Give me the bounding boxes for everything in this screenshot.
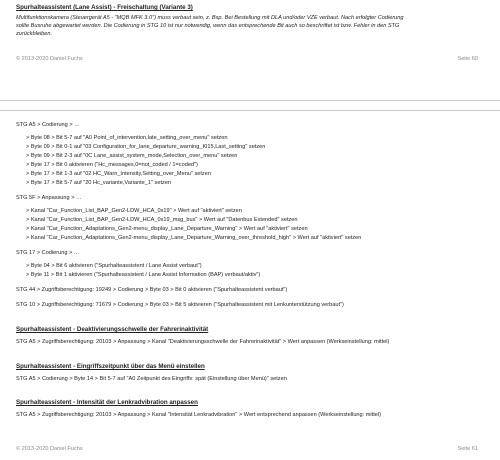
- section-heading-vibration-intensity: Spurhalteassistent - Intensität der Lenkradvibration anpassen: [16, 399, 198, 406]
- stg-a5-intervention-line: STG A5 > Codierung > Byte 14 > Bit 5-7 auf "A0 Zeitpunkt des Eingriffs: spät (Einstellung über Menü)" setzen: [16, 376, 287, 382]
- stg-a5-coding-line: STG A5 > Codierung > …: [16, 122, 80, 128]
- footer-page-number: Seite 61: [457, 446, 478, 452]
- stg-a5-inactivity-line: STG A5 > Zugriffsberechtigung: 20103 > Anpassung > Kanal "Deaktivierungsschwelle der Fahrerinaktivität" > Wert anpassen (Werkseinstellung: mittel): [16, 339, 390, 345]
- intro-line-2: sollte Busruhe abgewartet werden. Die Codierung in STG 10 ist nur notwendig, wenn das entsprechende Bit auch so beschriftet ist bzw. Fehler in den STG: [16, 23, 400, 29]
- stg-5f-adaptation-line: STG 5F > Anpassung > …: [16, 195, 82, 201]
- instruction-line: > Byte 09 > Bit 2-3 auf "0C Lane_assist_system_mode,Selection_over_menu" setzen: [26, 153, 238, 159]
- footer-copyright: © 2013-2020 Daniel Fuchs: [16, 56, 83, 62]
- instruction-line: > Kanal "Car_Function_Adaptations_Gen2-menu_display_Lane_Departure_Warning_over_threshold_high" > Wert auf "aktiviert" setzen: [26, 235, 362, 241]
- instruction-line: > Byte 17 > Bit 5-7 auf "20 Hc_variante,Variante_1" setzen: [26, 180, 172, 186]
- instruction-line: > Byte 04 > Bit 6 aktivieren ("Spurhalteassistent / Lane Assist verbaut"): [26, 263, 202, 269]
- stg-a5-vibration-line: STG A5 > Zugriffsberechtigung: 20103 > Anpassung > Kanal "Intensität Lenkradvibration" > Wert entsprechend anpassen (Werkseinstellung: mittel): [16, 412, 381, 418]
- instruction-line: > Kanal "Car_Function_List_BAP_Gen2-LDW_HCA_0x19_msg_bus" > Wert auf "Datenbus Extended" setzen: [26, 217, 298, 223]
- section-heading-intervention-time: Spurhalteassistent - Eingriffszeitpunkt über das Menü einstellen: [16, 363, 205, 370]
- instruction-line: > Kanal "Car_Function_Adaptations_Gen2-menu_display_Lane_Departure_Warning" > Wert auf "aktiviert" setzen: [26, 226, 308, 232]
- stg-44-line: STG 44 > Zugriffsberechtigung: 19249 > Codierung > Byte 03 > Bit 0 aktivieren ("Spurhalteassistent verbaut"): [16, 287, 288, 293]
- instruction-line: > Byte 08 > Bit 5-7 auf "A0 Point_of_intervention,late_setting_over_menu" setzen: [26, 135, 228, 141]
- section-heading-lane-assist-v3: Spurhalteassistent (Lane Assist) - Freischaltung (Variante 3): [16, 4, 193, 11]
- intro-line-1: Multifunktionskamera (Steuergerät A5 - "MQB MFK 3.0") muss verbaut sein, z. Bsp. Bei Bestellung mit DLA und/oder VZE verbaut. Nach erfolgter Codierung: [16, 15, 404, 21]
- instruction-line: > Kanal "Car_Function_List_BAP_Gen2-LDW_HCA_0x19" > Wert auf "aktiviert" setzen: [26, 208, 242, 214]
- instruction-line: > Byte 17 > Bit 0 aktivieren ("Hc_messages,0=not_coded / 1=coded"): [26, 162, 198, 168]
- instruction-line: > Byte 09 > Bit 0-1 auf "03 Configuration_for_lane_departure_warning_Kl15,Last_setting" setzen: [26, 144, 266, 150]
- intro-line-3: zurückbleiben.: [16, 31, 53, 37]
- footer-copyright: © 2013-2020 Daniel Fuchs: [16, 446, 83, 452]
- footer-page-number: Seite 60: [457, 56, 478, 62]
- instruction-line: > Byte 11 > Bit 1 aktivieren ("Spurhalteassistent / Lane Assist Information (BAP) verbaut/aktiv"): [26, 272, 261, 278]
- instruction-line: > Byte 17 > Bit 1-3 auf "02 HC_Warn_Intensity,Setting_over_Menu" setzen: [26, 171, 211, 177]
- stg-10-line: STG 10 > Zugriffsberechtigung: 71679 > Codierung > Byte 03 > Bit 5 aktivieren ("Spurhalteassistent mit Lenkunterstützung verbaut"): [16, 302, 344, 308]
- stg-17-coding-line: STG 17 > Codierung > …: [16, 250, 80, 256]
- section-heading-driver-inactivity: Spurhalteassistent - Deaktivierungsschwelle der Fahrerinaktivität: [16, 326, 209, 333]
